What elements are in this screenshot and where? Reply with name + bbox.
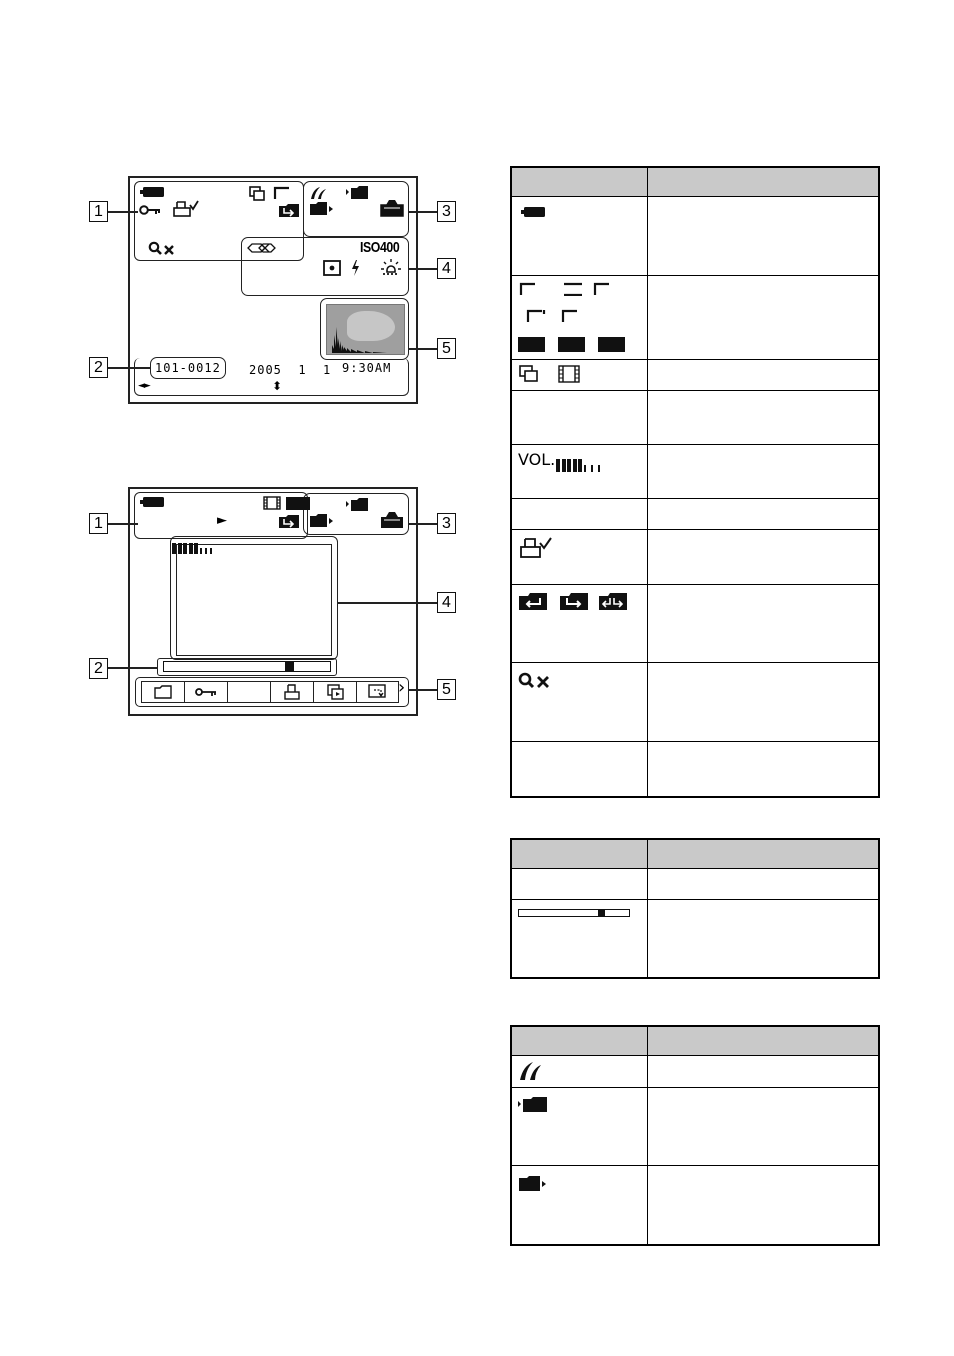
toolbar-slideshow-button[interactable]: [314, 682, 357, 702]
folder-return-icon: [518, 592, 548, 611]
up-down-nav-icon: ⬍: [272, 379, 284, 393]
left-right-nav-icon: ◄►: [138, 381, 150, 391]
movie-size-block-icon: [598, 337, 625, 352]
table-row: [511, 444, 879, 498]
zoom-scaling-icon: [518, 672, 552, 690]
folder-icon: [154, 685, 172, 699]
white-balance-lock-icon: [247, 242, 277, 254]
callout-1: 1: [89, 201, 108, 222]
toolbar-next-chevron[interactable]: ›: [398, 677, 406, 698]
recording-folder-icon-2: [346, 497, 370, 512]
image-size-icon: [526, 309, 546, 323]
playback-folder-icon: [309, 201, 334, 216]
recording-date: 2005 1 1: [249, 363, 332, 377]
image-size-wide-icon: [564, 282, 582, 296]
toolbar-folder-button[interactable]: [142, 682, 185, 702]
image-size-icon: [519, 282, 537, 296]
image-size-icon: [561, 309, 579, 323]
white-balance-icon: [380, 258, 402, 276]
battery-icon: [521, 206, 547, 218]
table-row: [511, 741, 879, 797]
metering-spot-icon: [323, 260, 341, 276]
callout-3-screen2: 3: [437, 513, 456, 534]
callout-4: 4: [437, 258, 456, 279]
protect-icon: [139, 204, 161, 216]
callout-1-screen2: 1: [89, 513, 108, 534]
table-row: [511, 1165, 879, 1245]
playback-folder-icon: [518, 1175, 548, 1192]
burst-icon: [519, 365, 539, 383]
callout-5-screen2: 5: [437, 679, 456, 700]
volume-level-icon: [556, 454, 603, 468]
playback-position-marker: [285, 662, 294, 671]
toolbar-print-button[interactable]: [271, 682, 314, 702]
toolbar-protect-button[interactable]: [185, 682, 228, 702]
flash-icon: [350, 259, 360, 277]
table-row: [511, 390, 879, 444]
memory-stick-icon: [518, 1061, 542, 1081]
folder-change-icon: [278, 203, 300, 218]
battery-icon: [140, 186, 166, 198]
table-row: [511, 1055, 879, 1087]
playback-bar-icon: [518, 909, 630, 917]
toolbar-trimming-button[interactable]: [357, 682, 398, 702]
table-header: [511, 167, 879, 196]
volume-level-icon: [172, 536, 215, 548]
battery-icon-2: [140, 496, 166, 508]
table-row: [511, 584, 879, 662]
movie-size-block-icon: [518, 337, 545, 352]
internal-memory-icon: [380, 199, 404, 217]
table-row: [511, 1087, 879, 1165]
callout-2: 2: [89, 357, 108, 378]
image-size-icon: [593, 282, 611, 296]
indicator-table-2: [510, 838, 880, 979]
table-row: [511, 899, 879, 978]
iso-label: ISO400: [360, 239, 400, 256]
print-icon: [284, 684, 300, 700]
table-row: [511, 529, 879, 584]
indicator-table-1: [510, 166, 880, 798]
indicator-table-3: [510, 1025, 880, 1246]
film-clip-icon: [558, 365, 580, 383]
callout-5: 5: [437, 338, 456, 359]
zoom-scaling-icon: [148, 241, 176, 257]
histogram: [326, 304, 405, 355]
recording-time: 9:30AM: [342, 361, 392, 375]
film-clip-icon: [263, 496, 281, 510]
memory-stick-icon: [309, 186, 327, 200]
table-row: [511, 498, 879, 529]
recording-folder-icon: [518, 1096, 548, 1113]
volume-label: VOL.: [518, 449, 556, 469]
table-row: [511, 196, 879, 275]
file-number: 101-0012: [155, 361, 221, 375]
callout-3: 3: [437, 201, 456, 222]
movie-size-block-icon: [558, 337, 585, 352]
table-header: [511, 839, 879, 868]
internal-memory-icon-2: [380, 511, 404, 529]
protect-icon: [195, 687, 217, 697]
image-size-icon: [273, 186, 291, 200]
table-row: [511, 275, 879, 359]
image-size-block: [286, 497, 310, 510]
toolbar-blank-cell[interactable]: [228, 682, 271, 702]
folder-change-icon: [559, 592, 589, 611]
folder-switch-icon: [598, 592, 628, 611]
trimming-icon: [368, 684, 388, 700]
callout-4-screen2: 4: [437, 592, 456, 613]
table-row: [511, 359, 879, 390]
print-order-icon: [520, 537, 552, 559]
movie-frame-inner: [176, 544, 332, 656]
play-icon: ►: [217, 513, 228, 528]
playback-folder-icon-2: [309, 513, 334, 528]
slideshow-icon: [327, 684, 345, 700]
playback-progress-bar: [163, 661, 331, 672]
folder-change-icon-2: [278, 514, 300, 529]
print-order-icon: [173, 200, 199, 218]
table-row: [511, 662, 879, 741]
burst-icon: [249, 186, 267, 202]
callout-2-screen2: 2: [89, 658, 108, 679]
table-row: [511, 868, 879, 899]
table-header: [511, 1026, 879, 1055]
toolbar: [141, 681, 399, 703]
recording-folder-icon: [346, 185, 370, 200]
